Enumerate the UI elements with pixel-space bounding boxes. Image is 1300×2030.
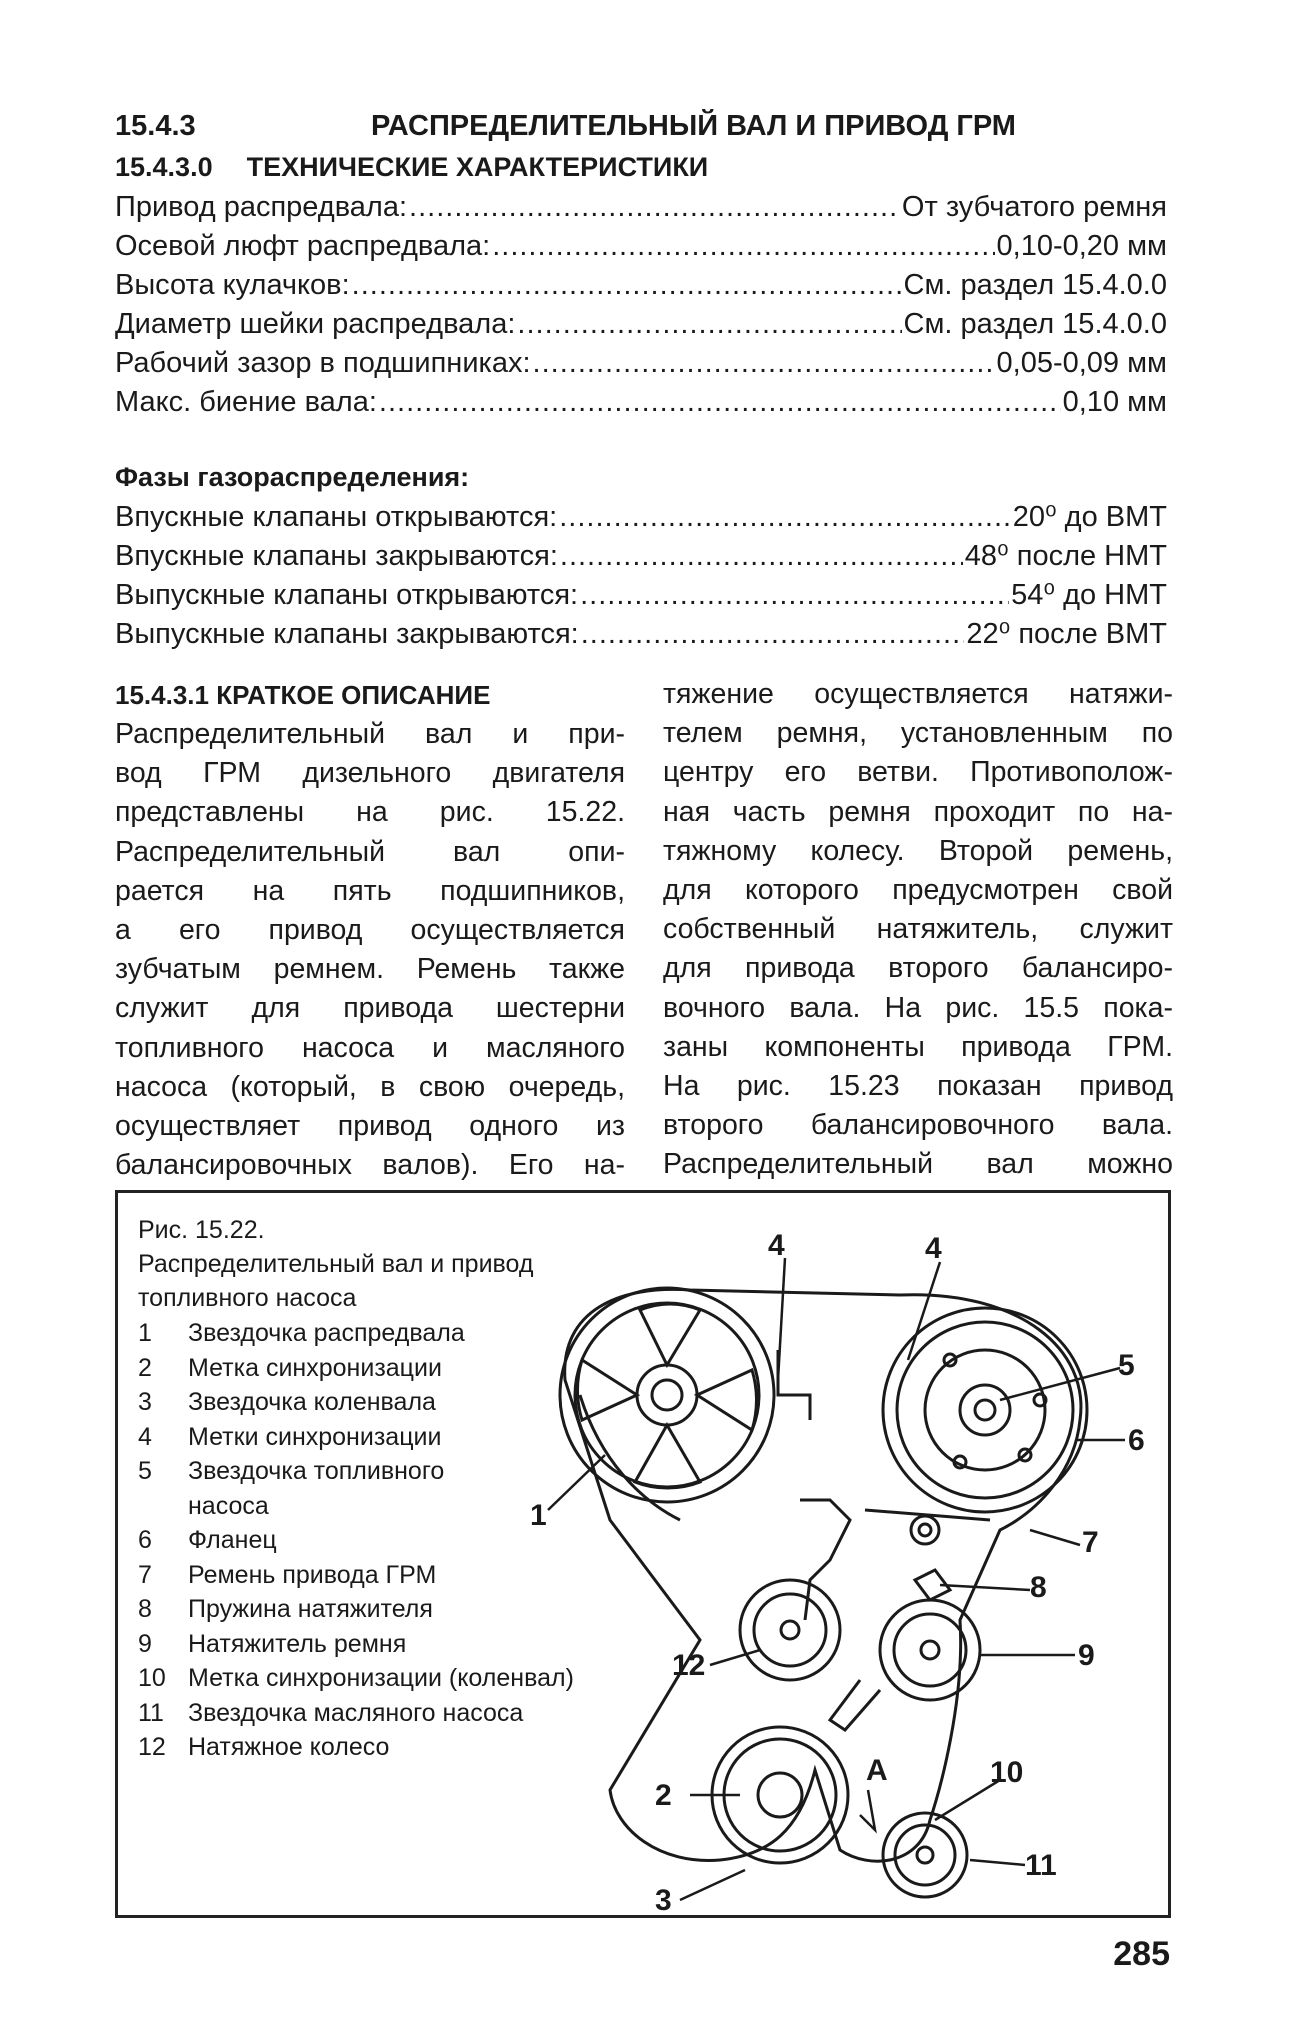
spec-row: Привод распредвала: ..... От зубчатого ремня — [115, 188, 1167, 227]
legend-item: насоса — [188, 1491, 269, 1520]
callout-6: 6 — [1128, 1424, 1145, 1457]
spec-row: Макс. биение вала: ..... 0,10 мм — [115, 383, 1167, 422]
subsection-title: ТЕХНИЧЕСКИЕ ХАРАКТЕРИСТИКИ — [246, 152, 709, 182]
phase-row: Впускные клапаны закрываются: ..... 48⁰ после НМТ — [115, 537, 1167, 576]
section-number: 15.4.3 — [115, 110, 196, 142]
legend-item: 10 Метка синхронизации (коленвал) — [138, 1664, 574, 1692]
subsection-heading — [115, 152, 708, 183]
legend-item: 11 Звездочка масляного насоса — [138, 1698, 524, 1727]
spec-row: Высота кулачков: ..... См. раздел 15.4.0.0 — [115, 266, 1167, 305]
tensioner-spring — [800, 1500, 990, 1620]
callout-7: 7 — [1082, 1526, 1099, 1559]
figure-number: Рис. 15.22. — [138, 1216, 265, 1244]
legend-item: 6 Фланец — [138, 1526, 277, 1554]
figure-title-line: Распределительный вал и привод — [138, 1250, 534, 1278]
callout-10: 10 — [990, 1756, 1024, 1789]
fuel-pump-sprocket — [883, 1308, 1087, 1512]
belt-tensioner — [830, 1600, 980, 1730]
legend-item: 1 Звездочка распредвала — [138, 1319, 465, 1347]
legend-item: 8 Пружина натяжителя — [138, 1595, 433, 1623]
callout-2: 2 — [655, 1779, 672, 1812]
description-heading: 15.4.3.1 КРАТКОЕ ОПИСАНИЕ — [115, 680, 491, 710]
legend-item: 4 Метки синхронизации — [138, 1422, 442, 1451]
callout-4b: 4 — [925, 1232, 942, 1265]
description-left-column: Распределительный вал и при- вод ГРМ дизельного двигателя представлены на рис. 15.22. Распределительный вал опи- рается на пять подшипников, а его привод осуществляется зубчатым ремнем. Ремень также служит для привода шестерни топливного насоса и масляного насоса (который, в свою очередь, осуществляет привод одного из балансировочных валов). Его на- — [115, 718, 625, 1182]
page-number: 285 — [1113, 1935, 1170, 1973]
spec-row: Осевой люфт распредвала: ..... 0,10-0,20 мм — [115, 227, 1167, 266]
callout-1: 1 — [530, 1499, 547, 1532]
callout-5: 5 — [1118, 1349, 1135, 1382]
section-heading — [115, 110, 1175, 150]
section-title: РАСПРЕДЕЛИТЕЛЬНЫЙ ВАЛ И ПРИВОД ГРМ — [371, 110, 1016, 142]
phases-heading: Фазы газораспределения: — [115, 462, 470, 492]
callout-8: 8 — [1030, 1571, 1047, 1604]
callout-11: 11 — [1025, 1849, 1057, 1882]
legend-item: 5 Звездочка топливного — [138, 1457, 445, 1485]
callout-3: 3 — [655, 1884, 672, 1915]
legend-item: 12 Натяжное колесо — [138, 1733, 390, 1761]
callout-a: A — [866, 1754, 888, 1787]
phase-row: Выпускные клапаны открываются: ..... 54⁰ до НМТ — [115, 576, 1167, 615]
callout-12: 12 — [672, 1649, 706, 1682]
timing-belt-diagram — [500, 1195, 1170, 1915]
oil-pump-sprocket — [883, 1813, 967, 1897]
legend-item: 3 Звездочка коленвала — [138, 1388, 436, 1416]
figure-title-line: топливного насоса — [138, 1284, 357, 1312]
subsection-number: 15.4.3.0 — [115, 152, 213, 182]
callout-4a: 4 — [768, 1229, 785, 1262]
legend-item: 2 Метка синхронизации — [138, 1353, 442, 1382]
spec-row: Диаметр шейки распредвала: ..... См. раздел 15.4.0.0 — [115, 305, 1167, 344]
legend-item: 7 Ремень привода ГРМ — [138, 1560, 437, 1589]
spec-row: Рабочий зазор в подшипниках: ..... 0,05-0,09 мм — [115, 344, 1167, 383]
idler-wheel — [740, 1580, 840, 1680]
callout-9: 9 — [1078, 1639, 1095, 1672]
camshaft-sprocket — [560, 1288, 774, 1502]
phase-row: Выпускные клапаны закрываются: ..... 22⁰ после ВМТ — [115, 615, 1167, 654]
description-right-column: тяжение осуществляется натяжи- телем ремня, установленным по центру его ветви. Противополож- ная часть ремня проходит по на- тяжному колесу. Второй ремень, для которого предусмотрен свой собственный натяжитель, служит для привода второго балансиро- вочного вала. На рис. 15.5 пока- заны компоненты привода ГРМ. На рис. 15.23 показан привод второго балансировочного вала. Распределительный вал можно — [663, 678, 1173, 1181]
legend-item: 9 Натяжитель ремня — [138, 1629, 407, 1658]
phase-row: Впускные клапаны открываются: ..... 20⁰ до ВМТ — [115, 498, 1167, 537]
